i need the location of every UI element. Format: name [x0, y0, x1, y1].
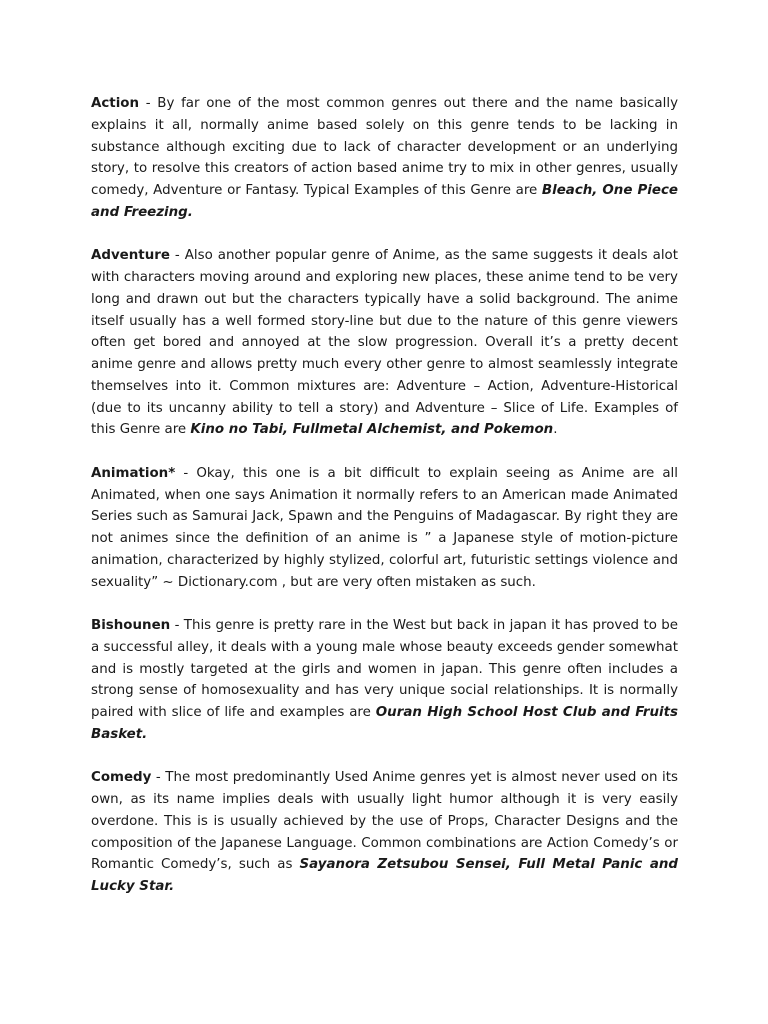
- genre-description: - This genre is pretty rare in the West but back in japan it has proved to be a successful alley, it deals with a young male whose beauty exceeds gender somewhat and is mostly targeted at the girls and women in japan. This genre often includes a strong sense of homosexuality and has very unique social relationships. It is normally paired with slice of life and examples are: [91, 618, 678, 720]
- genre-tail: .: [553, 422, 558, 438]
- genre-term: Adventure: [91, 248, 170, 264]
- genre-entry-animation: [91, 463, 678, 594]
- genre-examples: Kino no Tabi, Fullmetal Alchemist, and Pokemon: [190, 422, 554, 438]
- genre-term: Bishounen: [91, 618, 171, 633]
- genre-examples: Bleach, One Piece and Freezing.: [91, 183, 678, 220]
- genre-description: - Also another popular genre of Anime, as the same suggests it deals alot with characters moving around and exploring new places, these anime tend to be very long and drawn out but the characters typically have a solid background. The anime itself usually has a well formed story-line but due to the nature of this genre viewers often get bored and annoyed at the slow progression. Overall it’s a pretty decent anime genre and allows pretty much every other genre to almost seamlessly integrate themselves into it. Common mixtures are: Adventure – Action, Adventure-Historical (due to its uncanny ability to tell a story) and Adventure – Slice of Life. Examples of this Genre are: [91, 248, 678, 438]
- genre-term: Action: [91, 96, 140, 111]
- genre-term: Animation*: [91, 465, 176, 481]
- genre-description: - By far one of the most common genres out there and the name basically explains it all, normally anime based solely on this genre tends to be lacking in substance although exciting due to lack of character development or an underlying story, to resolve this creators of action based anime try to mix in other genres, usually comedy, Adventure or Fantasy. Typical Examples of this Genre are: [91, 96, 678, 198]
- genre-entry-adventure: [91, 245, 678, 441]
- genre-examples: Sayanora Zetsubou Sensei, Full Metal Panic and Lucky Star.: [91, 857, 678, 894]
- genre-entry-comedy: [91, 767, 678, 898]
- document-page: [91, 93, 678, 920]
- genre-description: - The most predominantly Used Anime genres yet is almost never used on its own, as its name implies deals with usually light humor although it is very easily overdone. This is is usually achieved by the use of Props, Character Designs and the composition of the Japanese Language. Common combinations are Action Comedy’s or Romantic Comedy’s, such as: [91, 770, 678, 873]
- genre-entry-bishounen: [91, 615, 678, 746]
- genre-term: Comedy: [91, 770, 152, 786]
- genre-entry-action: [91, 93, 678, 224]
- genre-description: - Okay, this one is a bit difficult to explain seeing as Anime are all Animated, when one says Animation it normally refers to an American made Animated Series such as Samurai Jack, Spawn and the Penguins of Madagascar. By right they are not animes since the definition of an anime is ” a Japanese style of motion-picture animation, characterized by highly stylized, colorful art, futuristic settings violence and sexuality” ~ Dictionary.com , but are very often mistaken as such.: [91, 465, 678, 590]
- genre-examples: Ouran High School Host Club and Fruits Basket.: [91, 705, 678, 742]
